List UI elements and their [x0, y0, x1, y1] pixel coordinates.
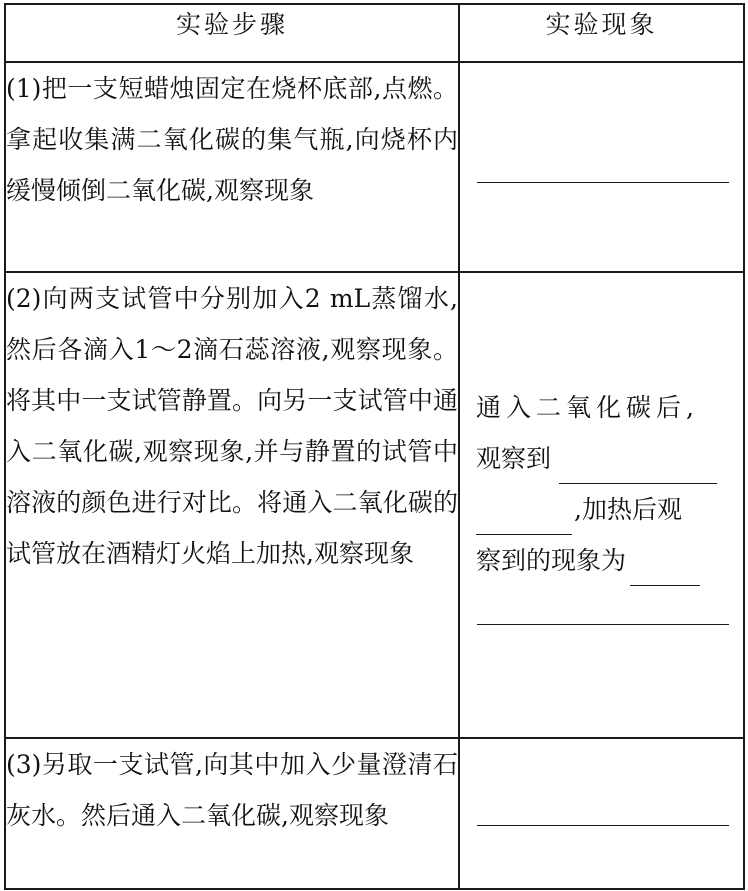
heating-blank-a[interactable]	[630, 549, 700, 586]
phenomenon-3-blank[interactable]	[477, 825, 729, 826]
phenomenon-2-line-2	[476, 433, 717, 484]
heating-label: ,加热后观	[574, 495, 682, 524]
table-row	[5, 62, 744, 272]
table-row	[5, 738, 744, 889]
phenomenon-1-cell	[459, 62, 744, 272]
heating-blank-b[interactable]	[477, 624, 729, 625]
observed-blank-b[interactable]	[476, 498, 572, 535]
step-1-text: (1)把一支短蜡烛固定在烧杯底部,点燃。拿起收集满二氧化碳的集气瓶,向烧杯内缓慢倾倒二氧化碳,观察现象	[5, 62, 459, 272]
phenomena-header: 实验现象	[459, 4, 744, 62]
observed-label: 观察到	[476, 444, 552, 473]
table-row	[5, 272, 744, 738]
step-2-text: (2)向两支试管中分别加入2 mL蒸馏水,然后各滴入1～2滴石蕊溶液,观察现象。将其中一支试管静置。向另一支试管中通入二氧化碳,观察现象,并与静置的试管中溶液的颜色进行对比。将通入二氧化碳的试管放在酒精灯火焰上加热,观察现象	[5, 272, 459, 738]
step-3-text: (3)另取一支试管,向其中加入少量澄清石灰水。然后通入二氧化碳,观察现象	[5, 738, 459, 889]
phenomenon-2-line-1: 通入二氧化碳后,	[476, 393, 699, 422]
header-row	[5, 4, 744, 62]
phenomenon-3-cell	[459, 738, 744, 889]
experiment-table	[4, 3, 745, 890]
phenomenon-2-cell	[459, 272, 744, 738]
observed-blank-a[interactable]	[559, 447, 717, 484]
phenomenon-2-line-4	[476, 535, 700, 586]
steps-header: 实验步骤	[5, 4, 459, 62]
heating-phenomenon-label: 察到的现象为	[476, 546, 627, 575]
phenomenon-2-line-3	[476, 484, 682, 535]
phenomenon-1-blank[interactable]	[477, 182, 729, 183]
